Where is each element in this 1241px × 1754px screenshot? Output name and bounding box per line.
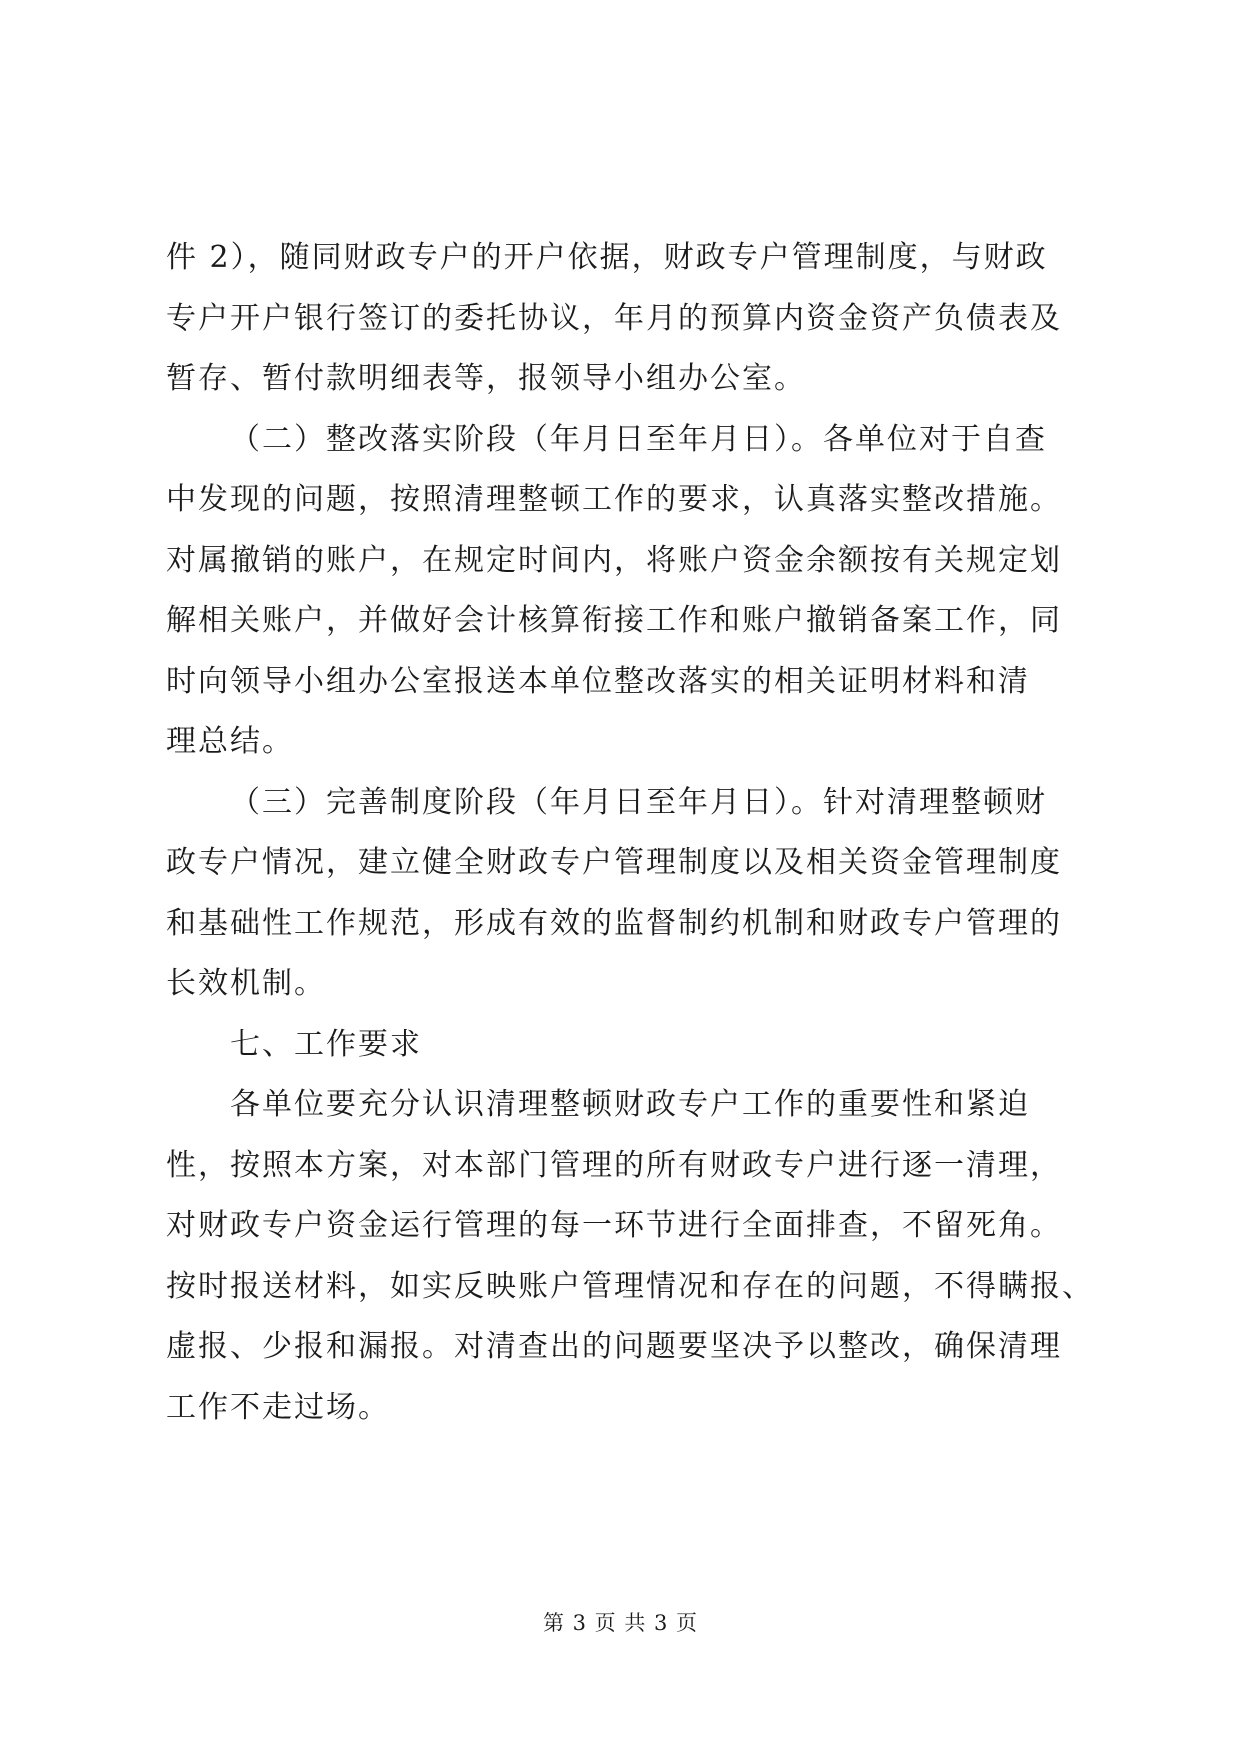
text-line: 件 2），随同财政专户的开户依据，财政专户管理制度，与财政 bbox=[166, 240, 1048, 275]
text-line: 暂存、暂付款明细表等，报领导小组办公室。 bbox=[166, 361, 806, 396]
text-line: 对属撤销的账户，在规定时间内，将账户资金余额按有关规定划 bbox=[166, 542, 1062, 578]
document-body bbox=[166, 228, 1094, 1438]
text-line: 虚报、少报和漏报。对清查出的问题要坚决予以整改，确保清理 bbox=[166, 1329, 1062, 1364]
section-heading: 七、工作要求 bbox=[230, 1026, 422, 1062]
text-line: 理总结。 bbox=[166, 724, 294, 759]
text-line: 时向领导小组办公室报送本单位整改落实的相关证明材料和清 bbox=[166, 663, 1030, 699]
text-line: 解相关账户，并做好会计核算衔接工作和账户撤销备案工作，同 bbox=[166, 603, 1062, 638]
text-line: 长效机制。 bbox=[166, 966, 326, 1001]
text-line: 对财政专户资金运行管理的每一环节进行全面排查，不留死角。 bbox=[166, 1208, 1062, 1243]
paragraph-start-line: 各单位要充分认识清理整顿财政专户工作的重要性和紧迫 bbox=[230, 1087, 1030, 1122]
text-line: 按时报送材料，如实反映账户管理情况和存在的问题，不得瞒报、 bbox=[166, 1268, 1094, 1304]
paragraph-start-line: （二）整改落实阶段（年月日至年月日）。各单位对于自查 bbox=[230, 421, 1047, 457]
text-line: 性，按照本方案，对本部门管理的所有财政专户进行逐一清理， bbox=[166, 1147, 1062, 1183]
text-line: 中发现的问题，按照清理整顿工作的要求，认真落实整改措施。 bbox=[166, 482, 1062, 517]
text-line: 政专户情况，建立健全财政专户管理制度以及相关资金管理制度 bbox=[166, 845, 1062, 880]
paragraph-start-line: （三）完善制度阶段（年月日至年月日）。针对清理整顿财 bbox=[230, 784, 1047, 820]
page-number-footer: 第 3 页 共 3 页 bbox=[542, 1611, 699, 1635]
text-line: 工作不走过场。 bbox=[166, 1389, 390, 1425]
text-line: 和基础性工作规范，形成有效的监督制约机制和财政专户管理的 bbox=[166, 905, 1062, 941]
text-line: 专户开户银行签订的委托协议，年月的预算内资金资产负债表及 bbox=[166, 300, 1062, 336]
